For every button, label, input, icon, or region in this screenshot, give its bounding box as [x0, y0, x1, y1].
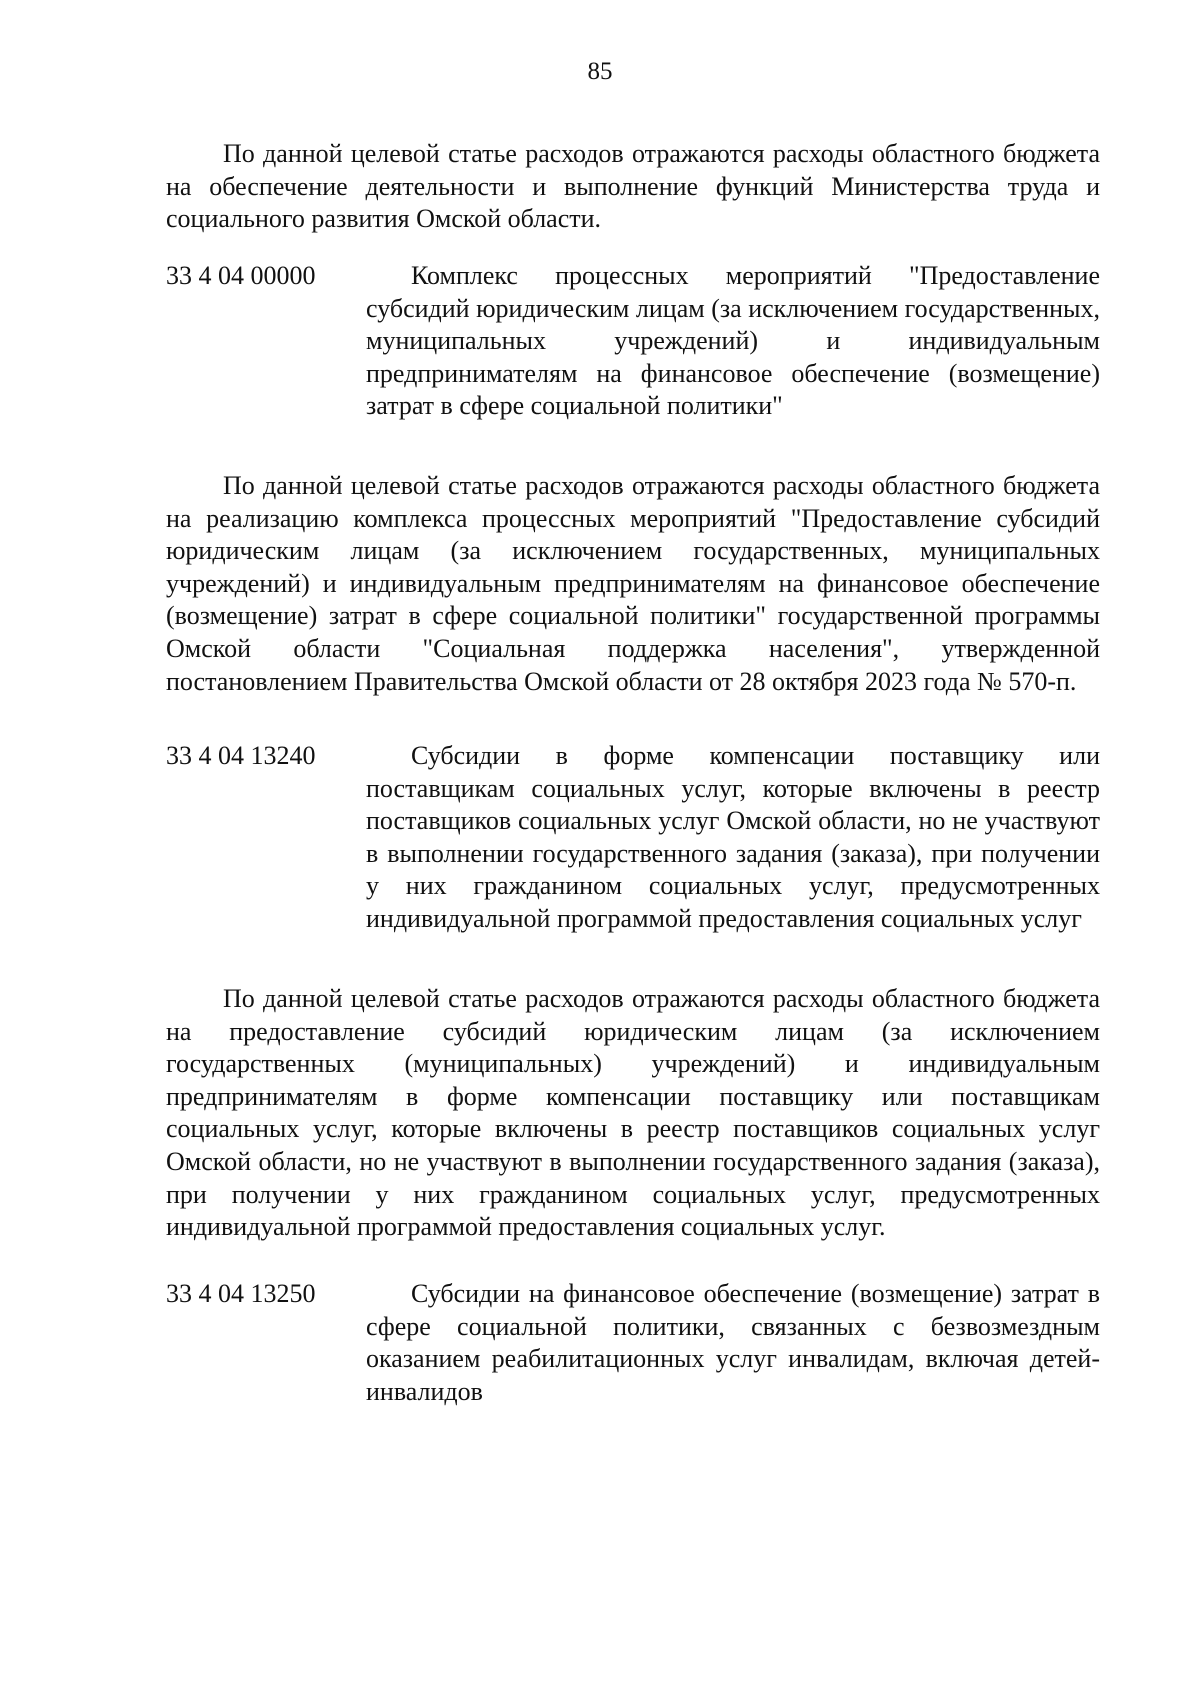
- paragraph-process-measures: По данной целевой статье расходов отражаются расходы областного бюджета на реализацию комплекса процессных мероприятий "Предоставление субсидий юридическим лицам (за исключением государственных, муниципальных учреждений) и индивидуальным предпринимателям на финансовое обеспечение (возмещение) затрат в сфере социальной политики" государственной программы Омской области "Социальная поддержка населения", утвержденной постановлением Правительства Омской области от 28 октября 2023 года № 570-п.: [166, 471, 1100, 696]
- budget-entry-title: Субсидии в форме компенсации поставщику или поставщикам социальных услуг, которые включены в реестр поставщиков социальных услуг Омской области, но не участвуют в выполнении государственного задания (заказа), при получении у них гражданином социальных услуг, предусмотренных индивидуальной программой предоставления социальных услуг: [366, 741, 1100, 933]
- budget-code: 33 4 04 13240: [166, 741, 316, 770]
- budget-entry-33-4-04-13250: [166, 1278, 1100, 1408]
- budget-code: 33 4 04 13250: [166, 1279, 316, 1308]
- paragraph-ministry-expenses: По данной целевой статье расходов отражаются расходы областного бюджета на обеспечение деятельности и выполнение функций Министерства труда и социального развития Омской области.: [166, 139, 1100, 234]
- budget-entry-title: Субсидии на финансовое обеспечение (возмещение) затрат в сфере социальной политики, связанных с безвозмездным оказанием реабилитационных услуг инвалидам, включая детей-инвалидов: [366, 1279, 1100, 1406]
- budget-entry-33-4-04-13240: [166, 740, 1100, 936]
- budget-code: 33 4 04 00000: [166, 261, 316, 290]
- page-number: 85: [587, 58, 613, 85]
- paragraph-compensation-subsidies: По данной целевой статье расходов отражаются расходы областного бюджета на предоставление субсидий юридическим лицам (за исключением государственных (муниципальных) учреждений) и индивидуальным предпринимателям в форме компенсации поставщику или поставщикам социальных услуг, которые включены в реестр поставщиков социальных услуг Омской области, но не участвуют в выполнении государственного задания (заказа), при получении у них гражданином социальных услуг, предусмотренных индивидуальной программой предоставления социальных услуг.: [166, 984, 1100, 1242]
- budget-entry-33-4-04-00000: [166, 260, 1100, 423]
- budget-entry-title: Комплекс процессных мероприятий "Предоставление субсидий юридическим лицам (за исключением государственных, муниципальных учреждений) и индивидуальным предпринимателям на финансовое обеспечение (возмещение) затрат в сфере социальной политики": [366, 261, 1100, 421]
